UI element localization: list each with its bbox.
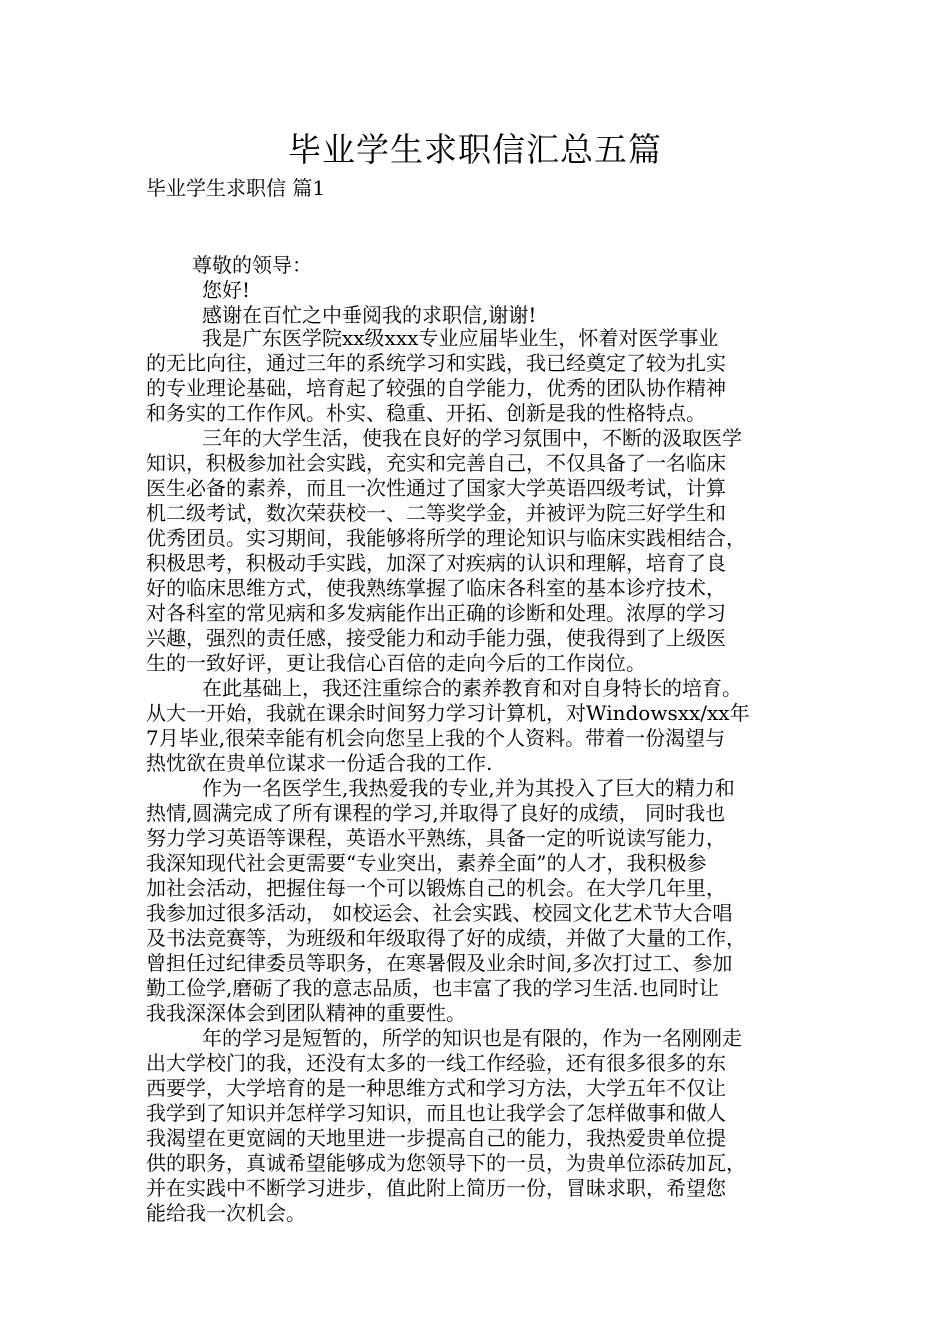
paragraph-line: 供的职务，真诚希望能够成为您领导下的一员，为贵单位添砖加瓦， xyxy=(146,1151,746,1175)
paragraph-line: 出大学校门的我，还没有太多的一线工作经验，还有很多很多的东 xyxy=(146,1051,726,1075)
paragraph-line: 兴趣，强烈的责任感，接受能力和动手能力强，使我得到了上级医 xyxy=(146,626,726,650)
document-title: 毕业学生求职信汇总五篇 xyxy=(288,130,662,169)
paragraph-line: 机二级考试，数次荣获校一、二等奖学金，并被评为院三好学生和 xyxy=(146,501,726,525)
paragraph-line: 积极思考，积极动手实践，加深了对疾病的认识和理解，培育了良 xyxy=(146,551,726,575)
paragraph-line: 7月毕业,很荣幸能有机会向您呈上我的个人资料。带着一份渴望与 xyxy=(146,726,726,750)
paragraph-line: 努力学习英语等课程，英语水平熟练，具备一定的听说读写能力， xyxy=(146,826,726,850)
paragraph-line: 西要学，大学培育的是一种思维方式和学习方法，大学五年不仅让 xyxy=(146,1076,726,1100)
paragraph-line: 年的学习是短暂的，所学的知识也是有限的，作为一名刚刚走 xyxy=(202,1026,742,1050)
paragraph-line: 三年的大学生活，使我在良好的学习氛围中，不断的汲取医学 xyxy=(202,426,742,450)
paragraph-line: 加社会活动，把握住每一个可以锻炼自己的机会。在大学几年里， xyxy=(146,876,726,900)
paragraph-line: 的无比向往，通过三年的系统学习和实践，我已经奠定了较为扎实 xyxy=(146,351,726,375)
paragraph-line: 能给我一次机会。 xyxy=(146,1201,306,1225)
paragraph-line: 我参加过很多活动， 如校运会、社会实践、校园文化艺术节大合唱 xyxy=(146,901,733,925)
paragraph-line: 感谢在百忙之中垂阅我的求职信,谢谢! xyxy=(202,303,537,327)
paragraph-line: 生的一致好评，更让我信心百倍的走向今后的工作岗位。 xyxy=(146,651,646,675)
paragraph-line: 我学到了知识并怎样学习知识，而且也让我学会了怎样做事和做人 xyxy=(146,1101,726,1125)
paragraph-line: 我是广东医学院xx级xxx专业应届毕业生，怀着对医学事业 xyxy=(202,326,719,350)
paragraph-line: 医生必备的素养，而且一次性通过了国家大学英语四级考试，计算 xyxy=(146,476,726,500)
paragraph-line: 优秀团员。实习期间，我能够将所学的理论知识与临床实践相结合， xyxy=(146,526,746,550)
paragraph-line: 对各科室的常见病和多发病能作出正确的诊断和处理。浓厚的学习 xyxy=(146,601,726,625)
paragraph-line: 在此基础上，我还注重综合的素养教育和对自身特长的培育。 xyxy=(202,676,742,700)
document-subtitle: 毕业学生求职信 篇1 xyxy=(146,176,326,200)
paragraph-line: 知识，积极参加社会实践，充实和完善自己，不仅具备了一名临床 xyxy=(146,451,726,475)
paragraph-line: 勤工俭学,磨砺了我的意志品质，也丰富了我的学习生活.也同时让 xyxy=(146,976,719,1000)
paragraph-line: 并在实践中不断学习进步，值此附上简历一份，冒昧求职，希望您 xyxy=(146,1176,726,1200)
paragraph-line: 我渴望在更宽阔的天地里进一步提高自己的能力，我热爱贵单位提 xyxy=(146,1126,726,1150)
salutation: 尊敬的领导： xyxy=(192,253,312,277)
paragraph-line: 好的临床思维方式，使我熟练掌握了临床各科室的基本诊疗技术， xyxy=(146,576,726,600)
paragraph-line: 的专业理论基础，培育起了较强的自学能力，优秀的团队协作精神 xyxy=(146,376,726,400)
paragraph-line: 热忱欲在贵单位谋求一份适合我的工作. xyxy=(146,751,493,775)
paragraph-line: 曾担任过纪律委员等职务，在寒暑假及业余时间,多次打过工、参加 xyxy=(146,951,733,975)
paragraph-line: 及书法竞赛等，为班级和年级取得了好的成绩，并做了大量的工作， xyxy=(146,926,746,950)
paragraph-line: 我深知现代社会更需要“专业突出，素养全面”的人才，我积极参 xyxy=(146,851,707,875)
paragraph-line: 热情,圆满完成了所有课程的学习,并取得了良好的成绩， 同时我也 xyxy=(146,801,726,825)
paragraph-line: 从大一开始，我就在课余时间努力学习计算机，对Windowsxx/xx年 xyxy=(146,701,750,725)
paragraph-line: 和务实的工作作风。朴实、稳重、开拓、创新是我的性格特点。 xyxy=(146,401,706,425)
paragraph-line: 您好! xyxy=(202,278,251,302)
paragraph-line: 我我深深体会到团队精神的重要性。 xyxy=(146,1001,466,1025)
paragraph-line: 作为一名医学生,我热爱我的专业,并为其投入了巨大的精力和 xyxy=(202,776,735,800)
